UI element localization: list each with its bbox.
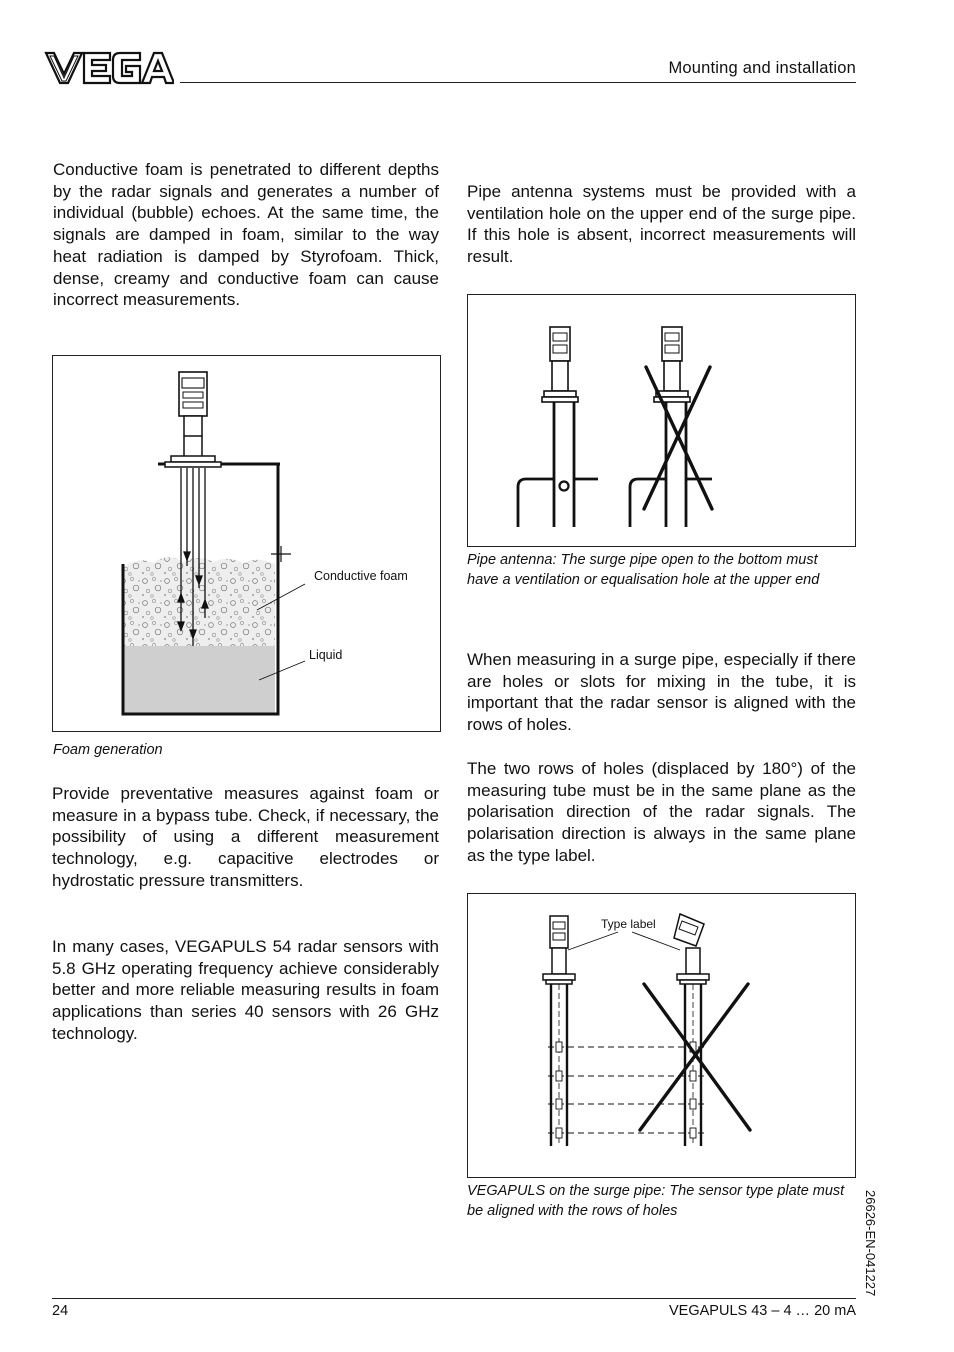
paragraph-preventative-measures: Provide preventative measures against foam or measure in a bypass tube. Check, if necessary, the possibility of using a different measurement technology, e.g. capacitive electrodes or hydrostatic pressure transmitters. [52, 784, 439, 890]
surge-pipe-diagram [468, 894, 855, 1177]
caption-pipe-antenna: Pipe antenna: The surge pipe open to the bottom must have a ventilation or equalisation hole at the upper end [467, 552, 820, 588]
header-rule [180, 82, 856, 83]
pipe-antenna-diagram [468, 295, 855, 546]
page-number: 24 [52, 1303, 69, 1319]
footer-rule [52, 1298, 856, 1299]
document-code: 26626-EN-041227 [863, 1190, 878, 1297]
label-conductive-foam: Conductive foam [314, 569, 408, 583]
caption-surge-pipe: VEGAPULS on the surge pipe: The sensor type plate must be aligned with the rows of holes [467, 1183, 845, 1219]
intro-paragraph: Conductive foam is penetrated to different depths by the radar signals and generates a number of individual (bubble) echoes. At the same time, the signals are damped in foam, similar to the way heat radiation is damped by Styrofoam. Thick, dense, creamy and conductive foam can cause incorrect measurements. [53, 160, 439, 310]
paragraph-surge-pipe-alignment: When measuring in a surge pipe, especially if there are holes or slots for mixing in the tube, it is important that the radar sensor is aligned with the rows of holes. [467, 650, 856, 735]
figure-pipe-antenna [467, 294, 856, 547]
caption-foam-generation: Foam generation [53, 742, 163, 758]
document-title: VEGAPULS 43 – 4 … 20 mA [669, 1303, 856, 1319]
figure-foam-generation [52, 355, 441, 732]
label-type-label: Type label [601, 917, 656, 931]
paragraph-rows-of-holes: The two rows of holes (displaced by 180°) of the measuring tube must be in the same plane as the polarisation direction of the radar signals. The polarisation direction is always in the same plane as the type label. [467, 759, 856, 865]
label-liquid: Liquid [309, 648, 343, 662]
foam-tank-diagram [53, 356, 440, 731]
paragraph-pipe-antenna: Pipe antenna systems must be provided with a ventilation hole on the upper end of the surge pipe. If this hole is absent, incorrect measurements will result. [467, 182, 856, 267]
vega-logo [44, 50, 174, 86]
paragraph-vegapuls-54: In many cases, VEGAPULS 54 radar sensors with 5.8 GHz operating frequency achieve considerably better and more reliable measuring results in foam applications than series 40 sensors with 26 GHz technology. [52, 937, 439, 1043]
section-title: Mounting and installation [668, 59, 856, 77]
figure-surge-pipe-alignment [467, 893, 856, 1178]
